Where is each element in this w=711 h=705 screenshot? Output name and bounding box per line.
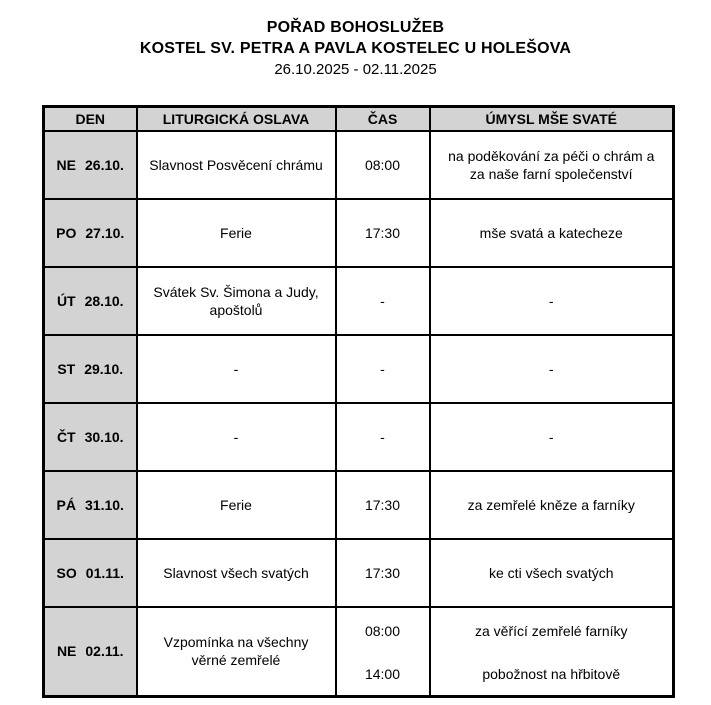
schedule-table — [42, 105, 675, 698]
day-cell — [44, 199, 137, 267]
day-cell — [44, 267, 137, 335]
table-row — [44, 335, 674, 403]
intention-cell: za zemřelé kněze a farníky — [430, 471, 674, 539]
time-cell: 08:00 — [336, 131, 430, 199]
day-cell — [44, 403, 137, 471]
day-cell — [44, 131, 137, 199]
day-abbrev: ÚT — [56, 293, 76, 309]
celebration-cell: Ferie — [137, 199, 336, 267]
intention-cell: - — [430, 267, 674, 335]
day-cell — [44, 335, 137, 403]
intention-cell — [430, 607, 674, 696]
celebration-cell: Svátek Sv. Šimona a Judy, apoštolů — [137, 267, 336, 335]
celebration-cell: Slavnost všech svatých — [137, 539, 336, 607]
table-row — [44, 131, 674, 199]
intention-stack — [431, 609, 673, 694]
celebration-cell: Slavnost Posvěcení chrámu — [137, 131, 336, 199]
time-entry: 14:00 — [364, 665, 401, 682]
intention-entry: za věřící zemřelé farníky — [475, 622, 628, 639]
time-cell: - — [336, 403, 430, 471]
column-header-intention: ÚMYSL MŠE SVATÉ — [430, 107, 674, 132]
column-header-day: DEN — [44, 107, 137, 132]
time-cell: - — [336, 335, 430, 403]
celebration-cell: Ferie — [137, 471, 336, 539]
column-header-celebration: LITURGICKÁ OSLAVA — [137, 107, 336, 132]
celebration-cell: - — [137, 335, 336, 403]
day-abbrev: ST — [57, 361, 76, 377]
table-row — [44, 403, 674, 471]
day-abbrev: NE — [56, 157, 76, 173]
time-stack — [337, 609, 429, 694]
time-cell: 17:30 — [336, 471, 430, 539]
page-title: POŘAD BOHOSLUŽEB — [266, 19, 445, 36]
day-date: 26.10. — [85, 157, 124, 173]
intention-entry: pobožnost na hřbitově — [482, 665, 621, 682]
table-row — [44, 471, 674, 539]
table-header-row — [44, 107, 674, 132]
day-date: 28.10. — [84, 293, 124, 309]
day-date: 01.11. — [85, 565, 124, 581]
time-cell — [336, 607, 430, 696]
church-name: KOSTEL SV. PETRA A PAVLA KOSTELEC U HOLEŠOVA — [139, 40, 572, 57]
time-cell: 17:30 — [336, 199, 430, 267]
table-row — [44, 199, 674, 267]
date-range: 26.10.2025 - 02.11.2025 — [274, 61, 437, 78]
intention-cell: - — [430, 335, 674, 403]
day-date: 02.11. — [85, 643, 124, 660]
day-date: 30.10. — [84, 429, 124, 445]
day-cell — [44, 539, 137, 607]
schedule-table-container — [42, 105, 711, 698]
intention-cell: mše svatá a katecheze — [430, 199, 674, 267]
day-abbrev: NE — [56, 643, 77, 660]
day-abbrev: PO — [56, 225, 77, 241]
day-date: 27.10. — [85, 225, 125, 241]
day-abbrev: ČT — [56, 429, 76, 445]
celebration-cell: - — [137, 403, 336, 471]
table-row — [44, 539, 674, 607]
day-cell — [44, 607, 137, 696]
time-entry: 08:00 — [364, 622, 401, 639]
intention-cell: na poděkování za péči o chrám a za naše farní společenství — [430, 131, 674, 199]
day-cell — [44, 471, 137, 539]
day-date: 29.10. — [84, 361, 124, 377]
document-header — [0, 0, 711, 80]
intention-cell: ke cti všech svatých — [430, 539, 674, 607]
day-abbrev: SO — [56, 565, 77, 581]
time-cell: - — [336, 267, 430, 335]
intention-cell: - — [430, 403, 674, 471]
day-date: 31.10. — [85, 497, 124, 513]
table-row — [44, 267, 674, 335]
table-row — [44, 607, 674, 696]
column-header-time: ČAS — [336, 107, 430, 132]
celebration-cell: Vzpomínka na všechny věrné zemřelé — [137, 607, 336, 696]
day-abbrev: PÁ — [56, 497, 76, 513]
time-cell: 17:30 — [336, 539, 430, 607]
